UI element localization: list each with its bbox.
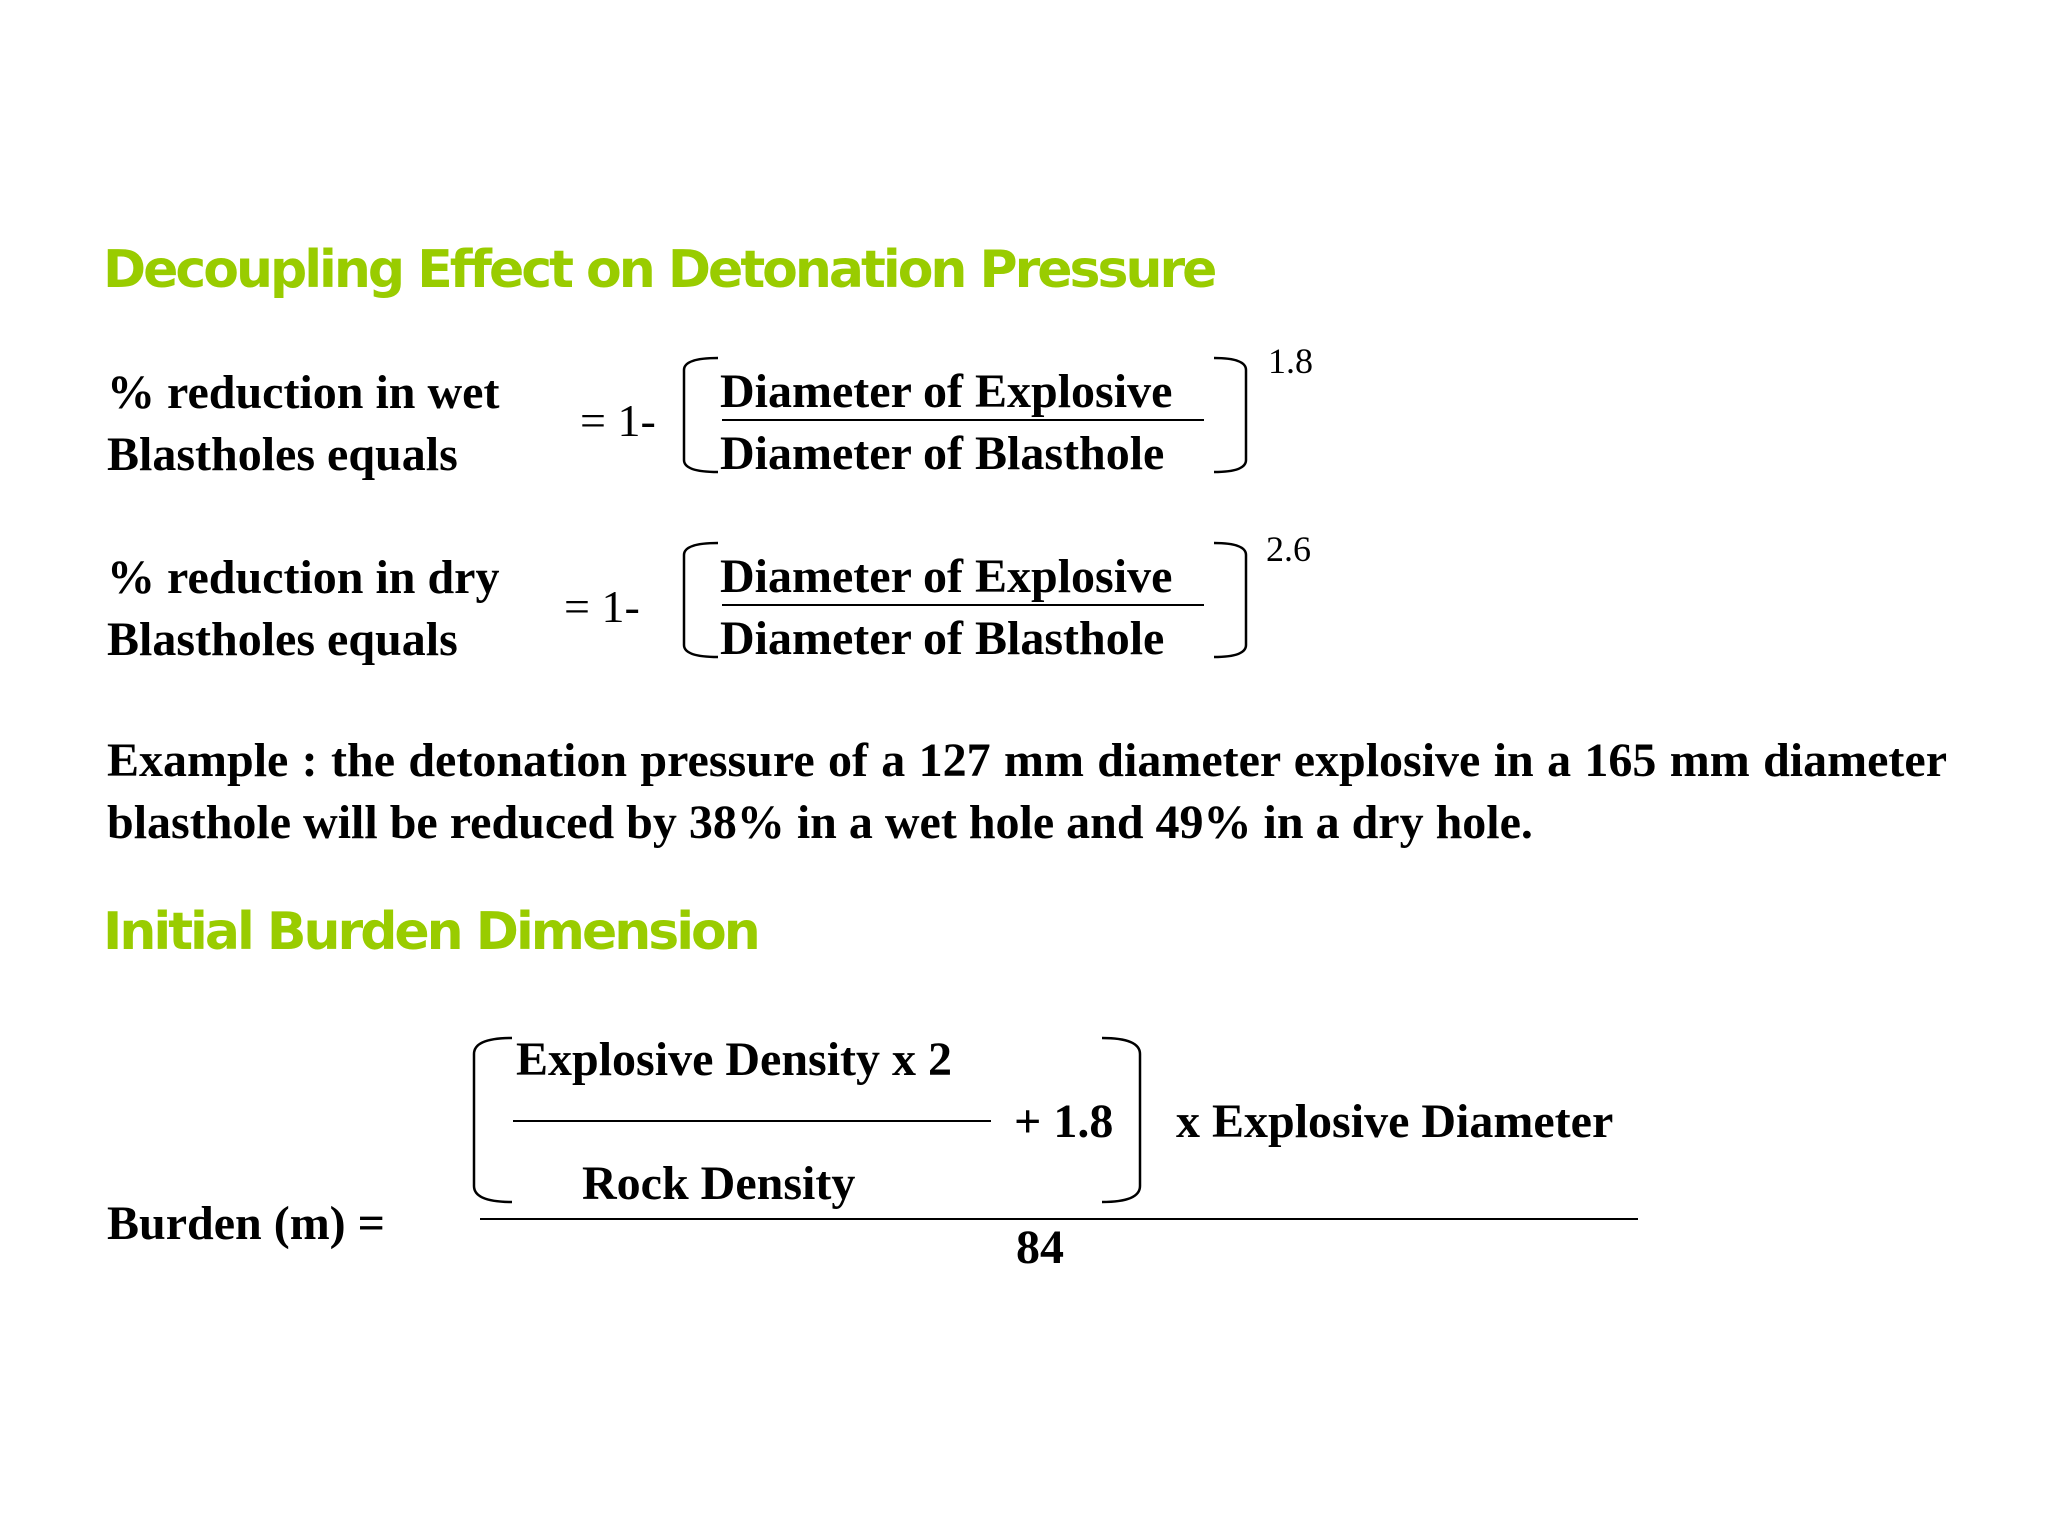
wet-label-line2: Blastholes equals xyxy=(107,428,458,481)
dry-exponent: 2.6 xyxy=(1266,529,1311,569)
wet-equals-one-minus: = 1- xyxy=(580,395,656,446)
dry-label-line2: Blastholes equals xyxy=(107,613,458,666)
wet-denominator: Diameter of Blasthole xyxy=(720,427,1165,480)
burden-inner-fraction-bar xyxy=(513,1120,991,1122)
dry-left-bracket xyxy=(680,541,720,661)
wet-numerator: Diameter of Explosive xyxy=(720,365,1173,418)
dry-fraction-bar xyxy=(722,604,1204,606)
wet-label xyxy=(107,362,499,486)
wet-label-line1: % reduction in wet xyxy=(107,366,500,419)
dry-right-bracket xyxy=(1212,541,1252,661)
burden-right-bracket xyxy=(1098,1036,1148,1206)
burden-left-bracket xyxy=(468,1036,518,1206)
dry-numerator: Diameter of Explosive xyxy=(720,550,1173,603)
wet-right-bracket xyxy=(1212,356,1252,476)
wet-left-bracket xyxy=(680,356,720,476)
burden-denominator: Rock Density xyxy=(582,1157,856,1210)
dry-denominator: Diameter of Blasthole xyxy=(720,612,1165,665)
section-heading-burden: Initial Burden Dimension xyxy=(103,902,758,962)
burden-label: Burden (m) = xyxy=(107,1197,386,1250)
burden-numerator: Explosive Density x 2 xyxy=(516,1033,953,1086)
example-paragraph: Example : the detonation pressure of a 127 mm diameter explosive in a 165 mm diameter blasthole will be reduced by 38% in a wet hole and 49% in a dry hole. xyxy=(107,734,1947,849)
dry-label-line1: % reduction in dry xyxy=(107,551,500,604)
dry-label xyxy=(107,547,499,671)
section-heading-decoupling: Decoupling Effect on Detonation Pressure xyxy=(103,240,1215,300)
wet-fraction-bar xyxy=(722,419,1204,421)
burden-multiplier: x Explosive Diameter xyxy=(1176,1095,1614,1148)
burden-plus-constant: + 1.8 xyxy=(1014,1095,1114,1148)
burden-divisor: 84 xyxy=(1016,1221,1064,1274)
dry-equals-one-minus: = 1- xyxy=(564,581,640,632)
wet-exponent: 1.8 xyxy=(1268,341,1313,381)
